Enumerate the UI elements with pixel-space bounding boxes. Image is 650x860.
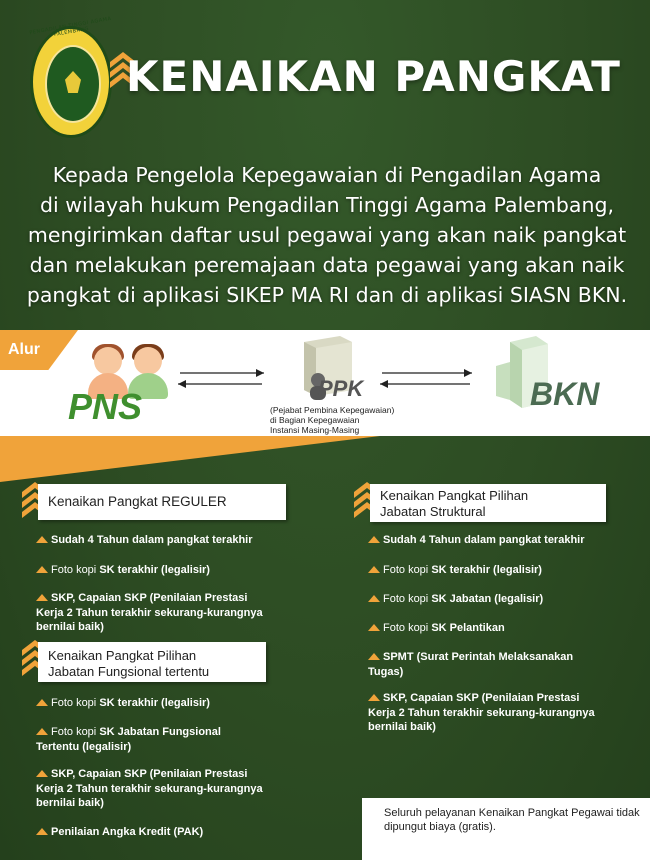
triangle-bullet-icon: [368, 694, 380, 701]
arrow-left-right-icon: [378, 368, 474, 390]
triangle-bullet-icon: [368, 624, 380, 631]
section-header-struktural: Kenaikan Pangkat Pilihan Jabatan Struktural: [370, 484, 606, 522]
ppk-note: (Pejabat Pembina Kepegawaian) di Bagian Kepegawaian Instansi Masing-Masing: [270, 405, 395, 435]
list-item: Penilaian Angka Kredit (PAK): [36, 825, 316, 840]
arrow-left-right-icon: [176, 368, 266, 390]
section-header-fungsional: Kenaikan Pangkat Pilihan Jabatan Fungsional tertentu: [38, 642, 266, 682]
intro-line: Kepada Pengelola Kepegawaian di Pengadilan Agama: [52, 163, 602, 187]
list-item: Foto kopi SK Pelantikan: [368, 621, 638, 636]
logo-text: PENGADILAN TINGGI AGAMA PALEMBANG: [29, 15, 112, 38]
triangle-bullet-icon: [36, 770, 48, 777]
list-item: Sudah 4 Tahun dalam pangkat terakhir: [36, 533, 316, 548]
intro-text: [22, 160, 632, 310]
list-item: Foto kopi SK Jabatan (legalisir): [368, 592, 638, 607]
intro-line: mengirimkan daftar usul pegawai yang akan naik pangkat: [27, 223, 627, 247]
footer-note: Seluruh pelayanan Kenaikan Pangkat Pegawai tidak dipungut biaya (gratis).: [384, 807, 640, 833]
list-item: SKP, Capaian SKP (Penilaian Prestasi Kerja 2 Tahun terakhir sekurang-kurangnya bernilai baik): [36, 768, 263, 809]
list-item: Foto kopi SK terakhir (legalisir): [36, 696, 316, 711]
triangle-bullet-icon: [368, 566, 380, 573]
pns-label: PNS: [68, 386, 143, 427]
triangle-bullet-icon: [36, 566, 48, 573]
section-header-reguler: Kenaikan Pangkat REGULER: [38, 484, 286, 520]
triangle-bullet-icon: [36, 728, 48, 735]
list-item: SKP, Capaian SKP (Penilaian Prestasi Kerja 2 Tahun terakhir sekurang-kurangnya bernilai baik): [36, 592, 263, 633]
triangle-bullet-icon: [36, 828, 48, 835]
triangle-bullet-icon: [36, 536, 48, 543]
list-item: Sudah 4 Tahun dalam pangkat terakhir: [368, 533, 638, 548]
bkn-label: BKN: [530, 376, 600, 412]
page-title: KENAIKAN PANGKAT: [126, 52, 621, 101]
triangle-bullet-icon: [36, 594, 48, 601]
intro-line: pangkat di aplikasi SIKEP MA RI dan di aplikasi SIASN BKN.: [26, 283, 628, 307]
list-item: Foto kopi SK terakhir (legalisir): [368, 563, 638, 578]
list-item: SPMT (Surat Perintah Melaksanakan Tugas): [368, 651, 574, 678]
alur-label: Alur: [8, 341, 40, 358]
list-item: SKP, Capaian SKP (Penilaian Prestasi Kerja 2 Tahun terakhir sekurang-kurangnya bernilai baik): [368, 692, 595, 733]
list-item: Foto kopi SK terakhir (legalisir): [36, 563, 316, 578]
intro-line: di wilayah hukum Pengadilan Tinggi Agama Palembang,: [40, 193, 614, 217]
triangle-bullet-icon: [36, 699, 48, 706]
intro-line: dan melakukan peremajaan data pegawai yang akan naik: [29, 253, 625, 277]
triangle-bullet-icon: [368, 653, 380, 660]
logo-emblem: [29, 15, 112, 138]
triangle-bullet-icon: [368, 536, 380, 543]
list-item: Foto kopi SK Jabatan Fungsional Tertentu (legalisir): [36, 726, 221, 753]
ppk-label: PPK: [318, 376, 364, 401]
triangle-bullet-icon: [368, 595, 380, 602]
